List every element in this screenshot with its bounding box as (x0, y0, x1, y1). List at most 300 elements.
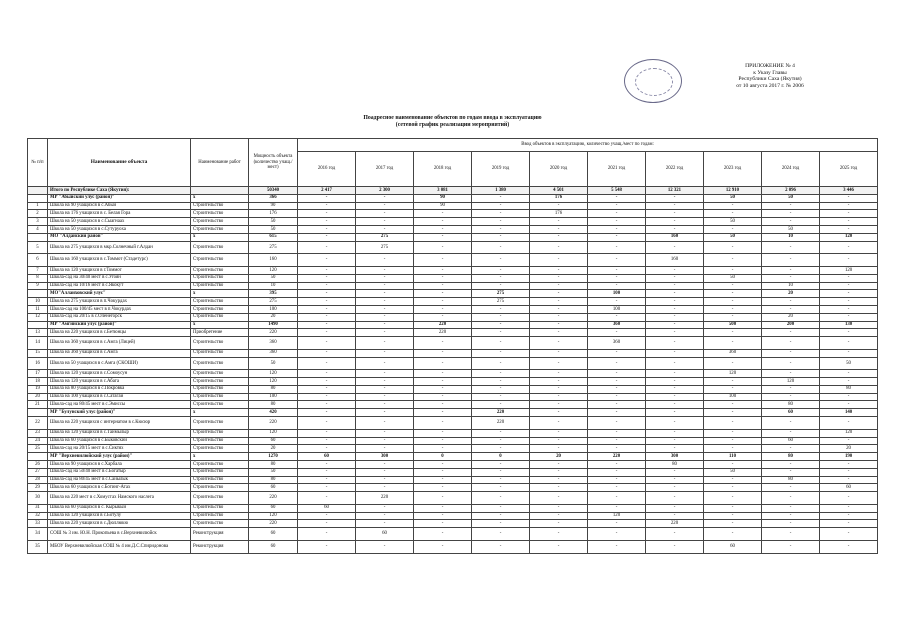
works-type: Строительство (191, 468, 249, 476)
year-value: 120 (762, 378, 820, 386)
year-value: - (588, 504, 646, 512)
year-value: - (356, 282, 414, 290)
year-value: 275 (472, 298, 530, 306)
year-value: - (356, 202, 414, 210)
year-value: - (356, 385, 414, 393)
year-value: - (530, 417, 588, 430)
year-value: - (298, 468, 356, 476)
year-value: - (704, 254, 762, 267)
year-value: - (298, 290, 356, 298)
year-value: - (820, 528, 878, 541)
appendix-line: ПРИЛОЖЕНИЕ № 4 (745, 63, 795, 69)
year-value: - (646, 429, 704, 437)
year-value: 220 (646, 520, 704, 528)
object-name: МР "Амгинский улус (район)" (48, 321, 191, 329)
capacity: 220 (249, 329, 298, 337)
header-year: 2016 год (298, 152, 356, 187)
works-type: х (191, 453, 249, 461)
capacity: 20 (249, 445, 298, 453)
capacity: 176 (249, 210, 298, 218)
object-row (28, 202, 878, 210)
year-value: - (820, 540, 878, 553)
year-value: - (762, 492, 820, 505)
object-row (28, 313, 878, 321)
object-name: МО "Алданский район" (48, 233, 191, 241)
capacity: 60 (249, 540, 298, 553)
region-row (28, 290, 878, 298)
year-value: - (414, 393, 472, 401)
year-value: - (646, 504, 704, 512)
year-value: - (820, 225, 878, 233)
row-number: 25 (28, 445, 48, 453)
year-value: 50 (704, 468, 762, 476)
year-value: - (356, 266, 414, 274)
works-type: Строительство (191, 520, 249, 528)
year-value: - (472, 218, 530, 226)
capacity: 120 (249, 429, 298, 437)
year-value: - (646, 528, 704, 541)
year-value: - (762, 241, 820, 254)
year-value: - (762, 329, 820, 337)
row-number: 19 (28, 385, 48, 393)
appendix-line: от 10 августа 2017 г. № 2006 (736, 83, 804, 90)
year-value: - (472, 254, 530, 267)
year-value: - (530, 274, 588, 282)
capacity: 100 (249, 393, 298, 401)
year-value: - (472, 329, 530, 337)
year-value: - (704, 329, 762, 337)
year-value: 60 (820, 484, 878, 492)
year-value: - (704, 460, 762, 468)
year-value: - (762, 274, 820, 282)
year-value: - (646, 274, 704, 282)
year-value: - (530, 378, 588, 386)
year-value: - (414, 218, 472, 226)
header-year: 2020 год (530, 152, 588, 187)
works-type: Строительство (191, 370, 249, 378)
year-value: - (472, 429, 530, 437)
capacity: 10 (249, 282, 298, 290)
year-value: 3 081 (414, 187, 472, 195)
object-name: Школа на 80 учащихся в с.Покровка (48, 385, 191, 393)
object-row (28, 378, 878, 386)
year-value: - (356, 512, 414, 520)
row-number: 13 (28, 329, 48, 337)
row-number: 30 (28, 492, 48, 505)
year-value: - (704, 337, 762, 350)
year-value: - (704, 290, 762, 298)
row-number (28, 290, 48, 298)
year-value: 10 (762, 233, 820, 241)
year-value: - (298, 210, 356, 218)
appendix-header (660, 63, 880, 90)
object-name: МР "Верхневилюйский улус (район)" (48, 453, 191, 461)
year-value: - (414, 492, 472, 505)
year-value: - (530, 528, 588, 541)
row-number: 7 (28, 266, 48, 274)
year-value: - (356, 290, 414, 298)
object-name: Школа-сад на 20/15 мест в с.Сиктях (48, 445, 191, 453)
year-value: - (530, 225, 588, 233)
year-value: - (588, 266, 646, 274)
works-type: Строительство (191, 282, 249, 290)
object-row (28, 337, 878, 350)
works-type: Строительство (191, 225, 249, 233)
year-value: - (646, 329, 704, 337)
year-value: - (704, 282, 762, 290)
row-number: 20 (28, 393, 48, 401)
year-value: - (530, 202, 588, 210)
year-value: - (820, 337, 878, 350)
works-type: х (191, 321, 249, 329)
year-value: - (820, 468, 878, 476)
object-name: Итого по Республике Саха (Якутия): (48, 187, 191, 195)
year-value: - (704, 378, 762, 386)
object-row (28, 437, 878, 445)
year-value: - (298, 218, 356, 226)
year-value: - (588, 329, 646, 337)
year-value: - (298, 460, 356, 468)
year-value: - (820, 274, 878, 282)
row-number: 17 (28, 370, 48, 378)
year-value: - (530, 254, 588, 267)
object-name: Школа на 220 учащихся в с.Дюллюкю (48, 520, 191, 528)
year-value: - (298, 528, 356, 541)
appendix-line: к Указу Главы (753, 69, 787, 76)
year-value: - (704, 437, 762, 445)
object-row (28, 445, 878, 453)
year-value: - (298, 429, 356, 437)
row-number: 9 (28, 282, 48, 290)
year-value: - (588, 282, 646, 290)
year-value: 60 (704, 540, 762, 553)
year-value: - (646, 357, 704, 370)
year-value: 200 (762, 321, 820, 329)
year-value: - (530, 512, 588, 520)
year-value: - (646, 492, 704, 505)
year-value: - (646, 282, 704, 290)
capacity: 60 (249, 437, 298, 445)
year-value: - (472, 468, 530, 476)
year-value: - (530, 329, 588, 337)
row-number: 23 (28, 429, 48, 437)
year-value: - (646, 370, 704, 378)
year-value: - (646, 445, 704, 453)
header-year: 2018 год (414, 152, 472, 187)
year-value: 60 (762, 437, 820, 445)
header-year: 2017 год (356, 152, 414, 187)
capacity: 1270 (249, 453, 298, 461)
year-value: 80 (762, 476, 820, 484)
capacity: 60 (249, 528, 298, 541)
year-value: - (646, 210, 704, 218)
region-row (28, 233, 878, 241)
schedule-rows (28, 187, 878, 554)
object-name: Школа-сад на 100/45 мест в п.Чокурдах (48, 305, 191, 313)
year-value: - (472, 225, 530, 233)
row-number: 26 (28, 460, 48, 468)
year-value: - (646, 378, 704, 386)
year-value: - (646, 468, 704, 476)
year-value: - (530, 357, 588, 370)
object-row (28, 393, 878, 401)
year-value: 50 (704, 218, 762, 226)
year-value: - (646, 476, 704, 484)
header-year: 2019 год (472, 152, 530, 187)
year-value: - (820, 218, 878, 226)
year-value: - (298, 393, 356, 401)
object-row (28, 241, 878, 254)
capacity: 615 (249, 233, 298, 241)
year-value: - (820, 492, 878, 505)
year-value: - (588, 298, 646, 306)
year-value: - (298, 417, 356, 430)
year-value: - (646, 337, 704, 350)
year-value: - (646, 385, 704, 393)
year-value: 100 (588, 305, 646, 313)
header-year: 2024 год (762, 152, 820, 187)
year-value: - (356, 218, 414, 226)
year-value: - (762, 266, 820, 274)
year-value: 176 (530, 194, 588, 202)
year-value: 220 (414, 329, 472, 337)
works-type: Строительство (191, 349, 249, 357)
year-value: - (472, 210, 530, 218)
object-name: МР "Булунский улус (район)" (48, 409, 191, 417)
works-type: Строительство (191, 512, 249, 520)
year-value: - (414, 290, 472, 298)
year-value: 220 (356, 492, 414, 505)
object-name: Школа-сад на 10/16 мест в с.Якокут (48, 282, 191, 290)
year-value: - (530, 520, 588, 528)
year-value: 50 (762, 194, 820, 202)
year-value: - (704, 409, 762, 417)
works-type: х (191, 290, 249, 298)
capacity: 100 (249, 305, 298, 313)
year-value: - (588, 349, 646, 357)
year-value: - (820, 194, 878, 202)
year-value: - (530, 476, 588, 484)
year-value: - (530, 298, 588, 306)
year-value: - (472, 266, 530, 274)
year-value: - (588, 520, 646, 528)
works-type: Строительство (191, 484, 249, 492)
year-value: 20 (820, 445, 878, 453)
year-value: - (588, 274, 646, 282)
year-value: - (704, 504, 762, 512)
capacity: 50 (249, 274, 298, 282)
object-name: Школа на 60 учащихся в с.Быковский (48, 437, 191, 445)
year-value: - (356, 313, 414, 321)
year-value: - (704, 210, 762, 218)
year-value: - (472, 357, 530, 370)
works-type: Строительство (191, 437, 249, 445)
year-value: - (472, 437, 530, 445)
year-value: - (298, 476, 356, 484)
capacity: 160 (249, 254, 298, 267)
capacity: 1490 (249, 321, 298, 329)
year-value: - (298, 313, 356, 321)
capacity: 360 (249, 349, 298, 357)
year-value: - (704, 266, 762, 274)
year-value: - (820, 437, 878, 445)
row-number: 27 (28, 468, 48, 476)
year-value: - (646, 266, 704, 274)
works-type: Строительство (191, 254, 249, 267)
year-value: - (472, 401, 530, 409)
year-value: - (414, 254, 472, 267)
year-value: 140 (820, 409, 878, 417)
header-object-name: Наименование объекта (48, 139, 191, 187)
year-value: - (588, 210, 646, 218)
object-name: Школа на 360 учащихся в с.Амга (Лицей) (48, 337, 191, 350)
year-value: - (762, 393, 820, 401)
year-value: - (356, 349, 414, 357)
header-year: 2025 год (820, 152, 878, 187)
row-number (28, 453, 48, 461)
capacity: 120 (249, 266, 298, 274)
year-value: - (414, 370, 472, 378)
year-value: - (762, 468, 820, 476)
capacity: 275 (249, 241, 298, 254)
year-value: - (530, 540, 588, 553)
year-value: 0 (472, 453, 530, 461)
object-name: Школа на 176 учащихся в с. Белая Гора (48, 210, 191, 218)
year-value: 100 (704, 393, 762, 401)
object-row (28, 540, 878, 553)
capacity: 120 (249, 378, 298, 386)
object-row (28, 210, 878, 218)
year-value: - (588, 225, 646, 233)
year-value: - (356, 540, 414, 553)
year-value: - (704, 225, 762, 233)
row-number: 35 (28, 540, 48, 553)
year-value: - (646, 512, 704, 520)
object-name: Школа на 100 учащихся в с.Сатагай (48, 393, 191, 401)
year-value: - (588, 378, 646, 386)
year-value: - (820, 504, 878, 512)
year-value: - (588, 409, 646, 417)
capacity: 220 (249, 417, 298, 430)
row-number: 24 (28, 437, 48, 445)
year-value: - (762, 337, 820, 350)
year-value: - (704, 512, 762, 520)
year-value: - (704, 476, 762, 484)
works-type: Реконструкция (191, 540, 249, 553)
row-number: 28 (28, 476, 48, 484)
object-name: Школа на 220 мест в с.Хомустах Намского наслега (48, 492, 191, 505)
works-type: Строительство (191, 492, 249, 505)
year-value: - (298, 233, 356, 241)
year-value: 275 (356, 233, 414, 241)
year-value: - (356, 401, 414, 409)
year-value: - (472, 194, 530, 202)
year-value: 0 (414, 453, 472, 461)
year-value: - (762, 504, 820, 512)
year-value: 50 (704, 233, 762, 241)
year-value: - (414, 429, 472, 437)
year-value: - (704, 241, 762, 254)
header-works: Наименование работ (191, 139, 249, 187)
year-value: - (530, 492, 588, 505)
year-value: - (414, 266, 472, 274)
year-value: - (298, 349, 356, 357)
year-value: - (762, 357, 820, 370)
year-value: - (472, 274, 530, 282)
year-value: - (588, 254, 646, 267)
year-value: - (414, 504, 472, 512)
year-value: - (820, 476, 878, 484)
year-value: - (298, 282, 356, 290)
object-row (28, 476, 878, 484)
year-value: - (414, 468, 472, 476)
year-value: - (530, 429, 588, 437)
year-value: - (588, 202, 646, 210)
year-value: - (762, 528, 820, 541)
year-value: - (820, 313, 878, 321)
document-title (0, 115, 905, 129)
year-value: - (414, 298, 472, 306)
year-value: - (588, 393, 646, 401)
year-value: - (356, 357, 414, 370)
works-type: х (191, 233, 249, 241)
year-value: - (414, 233, 472, 241)
year-value: - (646, 349, 704, 357)
object-name: Школа-сад на 80/45 мест в с.Сайылык (48, 476, 191, 484)
year-value: - (472, 233, 530, 241)
year-value: 60 (762, 409, 820, 417)
year-value: - (588, 528, 646, 541)
works-type: Строительство (191, 460, 249, 468)
year-value: - (530, 321, 588, 329)
schedule-table (27, 138, 878, 554)
object-row (28, 329, 878, 337)
works-type: Строительство (191, 401, 249, 409)
year-value: - (472, 504, 530, 512)
object-name: Школа на 50 учащихся в с.Амга (СКОШИ) (48, 357, 191, 370)
year-value: - (646, 393, 704, 401)
year-value: - (530, 241, 588, 254)
year-value: - (356, 210, 414, 218)
year-value: - (530, 484, 588, 492)
year-value: - (762, 520, 820, 528)
year-value: - (530, 370, 588, 378)
works-type: Строительство (191, 274, 249, 282)
capacity: 420 (249, 409, 298, 417)
header-capacity: Мощность объекта (количество учащ./мест) (249, 139, 298, 187)
year-value: - (646, 540, 704, 553)
row-number (28, 187, 48, 195)
year-value: - (588, 385, 646, 393)
year-value: 120 (704, 370, 762, 378)
year-value: - (356, 305, 414, 313)
object-name: Школа-сад на 50/40 мест в с.Богатыр (48, 468, 191, 476)
year-value: - (820, 305, 878, 313)
year-value: - (472, 370, 530, 378)
object-name: Школа на 120 учащихся в с.Ботулу (48, 512, 191, 520)
year-value: - (414, 476, 472, 484)
row-number: 32 (28, 512, 48, 520)
works-type: Строительство (191, 202, 249, 210)
object-row (28, 520, 878, 528)
capacity: 360 (249, 337, 298, 350)
year-value: 20 (530, 453, 588, 461)
year-value: - (704, 401, 762, 409)
year-value: - (472, 378, 530, 386)
year-value: - (646, 437, 704, 445)
year-value: - (414, 528, 472, 541)
object-row (28, 225, 878, 233)
